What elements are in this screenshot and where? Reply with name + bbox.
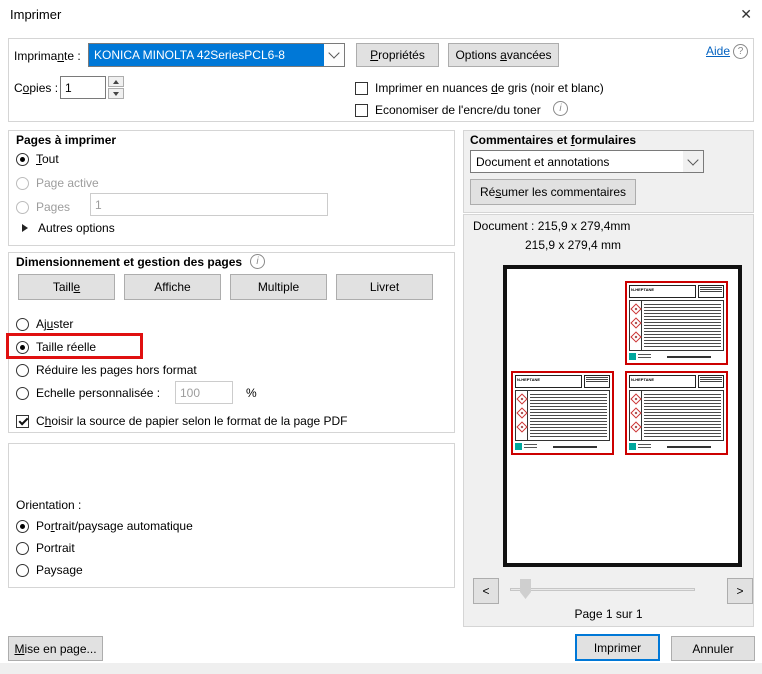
radio-row-current-page: [16, 175, 99, 191]
page-preview: [503, 265, 742, 567]
copies-stepper: [108, 76, 124, 99]
brand-logo: [629, 353, 636, 360]
chevron-down-icon[interactable]: [324, 44, 344, 66]
radio-row-landscape[interactable]: [16, 562, 83, 578]
pages-radio: [16, 201, 29, 214]
print-button[interactable]: Imprimer: [575, 634, 660, 661]
expander-icon: [22, 224, 28, 232]
percent-label: %: [246, 386, 257, 400]
paper-source-label: Choisir la source de papier selon le format de la page PDF: [36, 414, 348, 428]
chemical-label-preview: [625, 281, 728, 365]
label-body-text: [644, 304, 721, 347]
label-body-text: [644, 394, 721, 437]
page-slider-track[interactable]: [510, 588, 695, 591]
size-button[interactable]: Taille: [18, 274, 115, 300]
cancel-button[interactable]: Annuler: [671, 636, 755, 661]
auto-orientation-radio[interactable]: [16, 520, 29, 533]
ghs-pictograms: [630, 391, 642, 440]
chemical-label-infobox: [698, 285, 724, 298]
pages-group-title: Pages à imprimer: [16, 133, 117, 147]
portrait-radio[interactable]: [16, 542, 29, 555]
grayscale-label: Imprimer en nuances de gris (noir et blanc): [375, 81, 604, 95]
printer-select-value: KONICA MINOLTA 42SeriesPCL6-8: [89, 44, 324, 66]
actual-size-radio[interactable]: [16, 341, 29, 354]
radio-row-actual-size[interactable]: [16, 339, 96, 355]
radio-row-shrink[interactable]: [16, 362, 197, 378]
ghs-pictograms: [630, 301, 642, 350]
grayscale-checkbox-row[interactable]: [355, 80, 604, 96]
booklet-button[interactable]: Livret: [336, 274, 433, 300]
save-ink-checkbox-row[interactable]: [355, 102, 541, 118]
pages-label: Pages: [36, 200, 71, 214]
paper-source-checkbox[interactable]: [16, 415, 29, 428]
chemical-label-title: N-HEPTANE: [629, 285, 696, 298]
hazard-diamond-icon: [630, 407, 641, 418]
info-icon[interactable]: i: [553, 101, 568, 116]
custom-scale-radio[interactable]: [16, 387, 29, 400]
page-size-text: 215,9 x 279,4 mm: [524, 238, 622, 252]
summarize-comments-button[interactable]: Résumer les commentaires: [470, 179, 636, 205]
hazard-diamond-icon: [516, 393, 527, 404]
chevron-down-icon[interactable]: [683, 151, 703, 172]
sizing-group-title: Dimensionnement et gestion des pages: [16, 255, 243, 269]
hazard-diamond-icon: [630, 303, 641, 314]
auto-orientation-label: Portrait/paysage automatique: [36, 519, 193, 533]
properties-button[interactable]: Propriétés: [356, 43, 439, 67]
save-ink-label: Economiser de l'encre/du toner: [375, 103, 541, 117]
actual-size-label: Taille réelle: [36, 340, 97, 354]
radio-row-custom-scale[interactable]: [16, 385, 160, 401]
chemical-label-title: N-HEPTANE: [515, 375, 582, 388]
radio-row-fit[interactable]: [16, 316, 73, 332]
next-page-button[interactable]: >: [727, 578, 753, 604]
sizing-info-icon[interactable]: i: [250, 254, 265, 269]
chemical-label-preview: [511, 371, 614, 455]
hazard-diamond-icon: [516, 407, 527, 418]
radio-row-auto-orientation[interactable]: [16, 518, 193, 534]
previous-page-button[interactable]: <: [473, 578, 499, 604]
custom-scale-label: Echelle personnalisée :: [36, 386, 161, 400]
chemical-label-title: N-HEPTANE: [629, 375, 696, 388]
fit-radio[interactable]: [16, 318, 29, 331]
paper-source-checkbox-row[interactable]: [16, 413, 348, 429]
printer-select[interactable]: [88, 43, 345, 67]
advanced-options-button[interactable]: Options avancées: [448, 43, 559, 67]
shrink-radio[interactable]: [16, 364, 29, 377]
landscape-radio[interactable]: [16, 564, 29, 577]
window-edge: [0, 663, 762, 674]
orientation-title: Orientation :: [16, 498, 82, 512]
document-size-text: Document : 215,9 x 279,4mm: [473, 219, 631, 233]
current-page-label: Page active: [36, 176, 99, 190]
hazard-diamond-icon: [630, 393, 641, 404]
portrait-label: Portrait: [36, 541, 75, 555]
comments-select-value: Document et annotations: [476, 154, 610, 169]
dialog-title: Imprimer: [10, 7, 62, 22]
chemical-label-infobox: [698, 375, 724, 388]
radio-row-all-pages[interactable]: [16, 151, 59, 167]
hazard-diamond-icon: [630, 331, 641, 342]
fit-label: Ajuster: [36, 317, 74, 331]
stepper-up-icon[interactable]: [108, 76, 124, 87]
ghs-pictograms: [516, 391, 528, 440]
all-pages-label: Tout: [36, 152, 59, 166]
pages-range-input: [90, 193, 328, 216]
help-link[interactable]: Aide: [706, 44, 731, 58]
current-page-radio: [16, 177, 29, 190]
comments-group-title: Commentaires et formulaires: [470, 133, 637, 147]
multiple-button[interactable]: Multiple: [230, 274, 327, 300]
close-icon[interactable]: ✕: [740, 6, 752, 22]
hazard-diamond-icon: [516, 421, 527, 432]
more-options-expander[interactable]: [22, 220, 115, 236]
brand-logo: [629, 443, 636, 450]
help-icon[interactable]: ?: [733, 44, 748, 59]
page-setup-button[interactable]: Mise en page...: [8, 636, 103, 661]
shrink-label: Réduire les pages hors format: [36, 363, 197, 377]
poster-button[interactable]: Affiche: [124, 274, 221, 300]
landscape-label: Paysage: [36, 563, 83, 577]
all-pages-radio[interactable]: [16, 153, 29, 166]
hazard-diamond-icon: [630, 317, 641, 328]
hazard-diamond-icon: [630, 421, 641, 432]
label-body-text: [530, 394, 607, 437]
page-counter: Page 1 sur 1: [574, 607, 643, 621]
chemical-label-preview: [625, 371, 728, 455]
more-options-label: Autres options: [38, 221, 115, 235]
radio-row-pages: [16, 199, 70, 215]
copies-label: Copies :: [14, 81, 59, 95]
chemical-label-infobox: [584, 375, 610, 388]
copies-input[interactable]: [60, 76, 106, 99]
radio-row-portrait[interactable]: [16, 540, 75, 556]
stepper-down-icon[interactable]: [108, 88, 124, 99]
save-ink-checkbox[interactable]: [355, 104, 368, 117]
printer-label: Imprimante :: [14, 49, 81, 63]
brand-logo: [515, 443, 522, 450]
grayscale-checkbox[interactable]: [355, 82, 368, 95]
comments-select[interactable]: [470, 150, 704, 173]
custom-scale-input: [175, 381, 233, 404]
